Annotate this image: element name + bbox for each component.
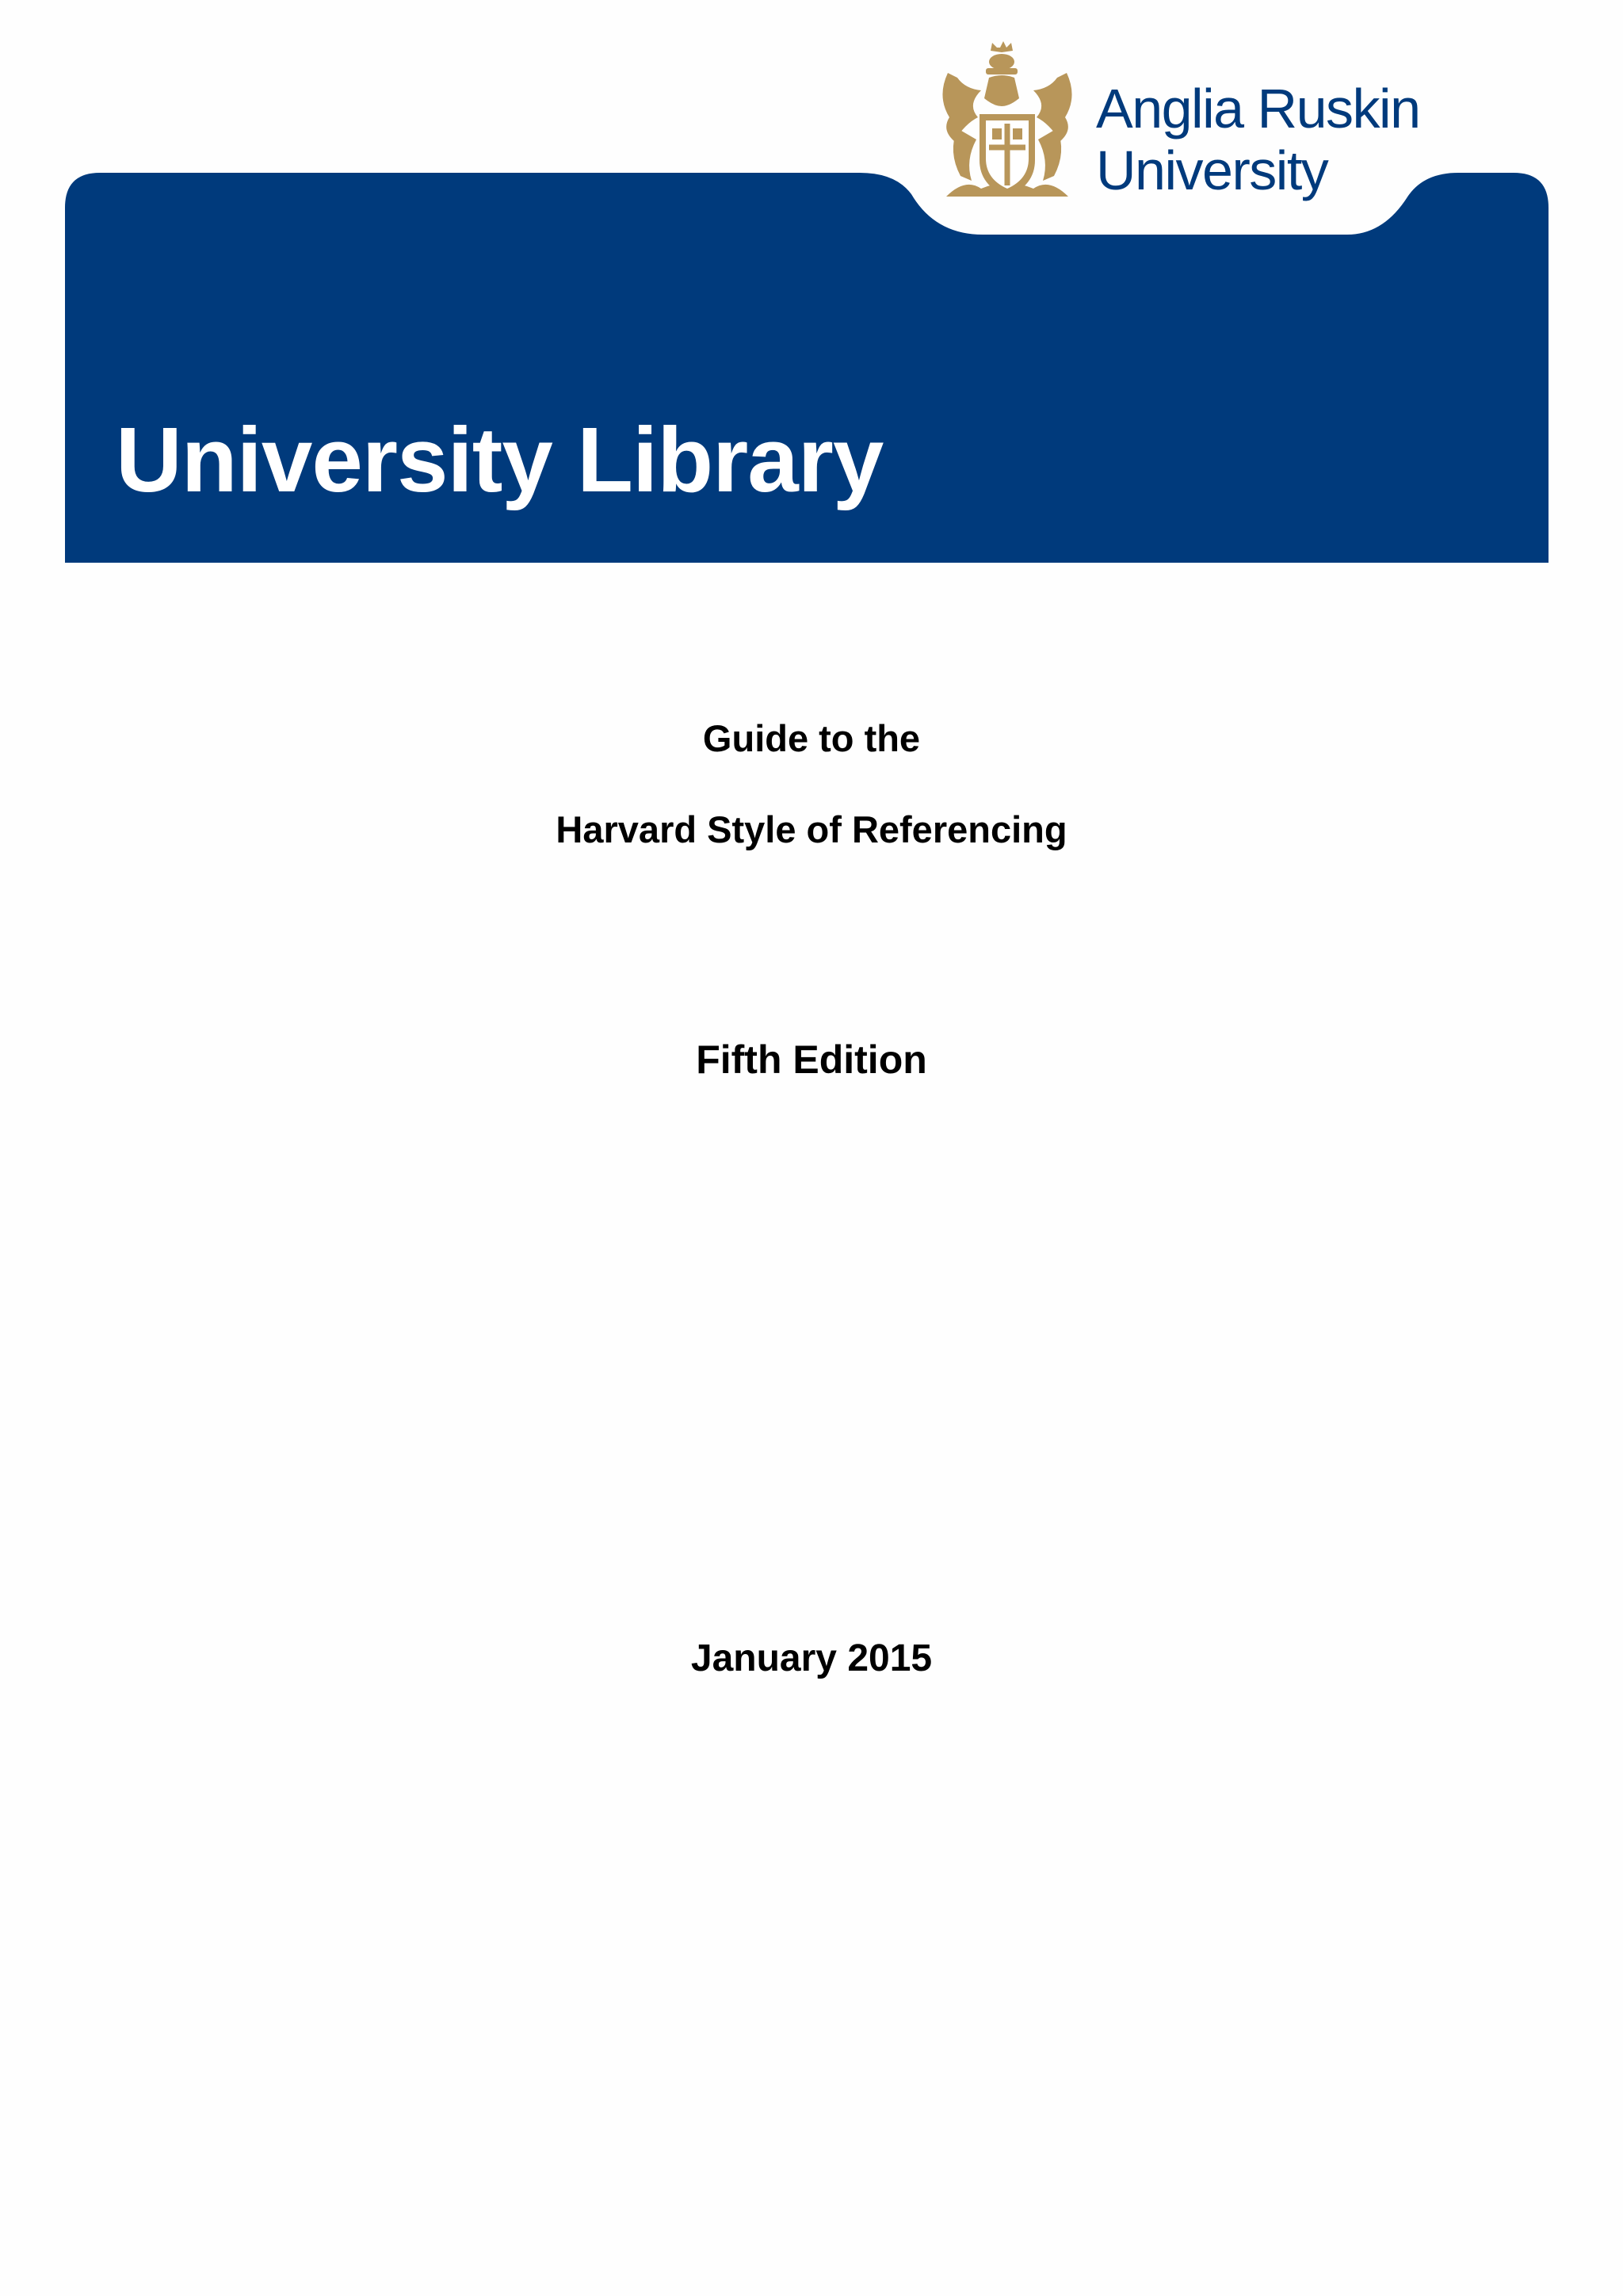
university-name <box>1096 78 1420 201</box>
edition-label: Fifth Edition <box>696 1037 927 1082</box>
university-name-line1: Anglia Ruskin <box>1096 78 1420 139</box>
university-name-line2: University <box>1096 139 1328 201</box>
banner-title: University Library <box>116 408 884 511</box>
document-title-line2: Harvard Style of Referencing <box>556 808 1067 850</box>
document-title-line1: Guide to the <box>702 717 921 759</box>
publication-date: January 2015 <box>690 1637 933 1679</box>
university-crest-icon <box>934 41 1081 208</box>
